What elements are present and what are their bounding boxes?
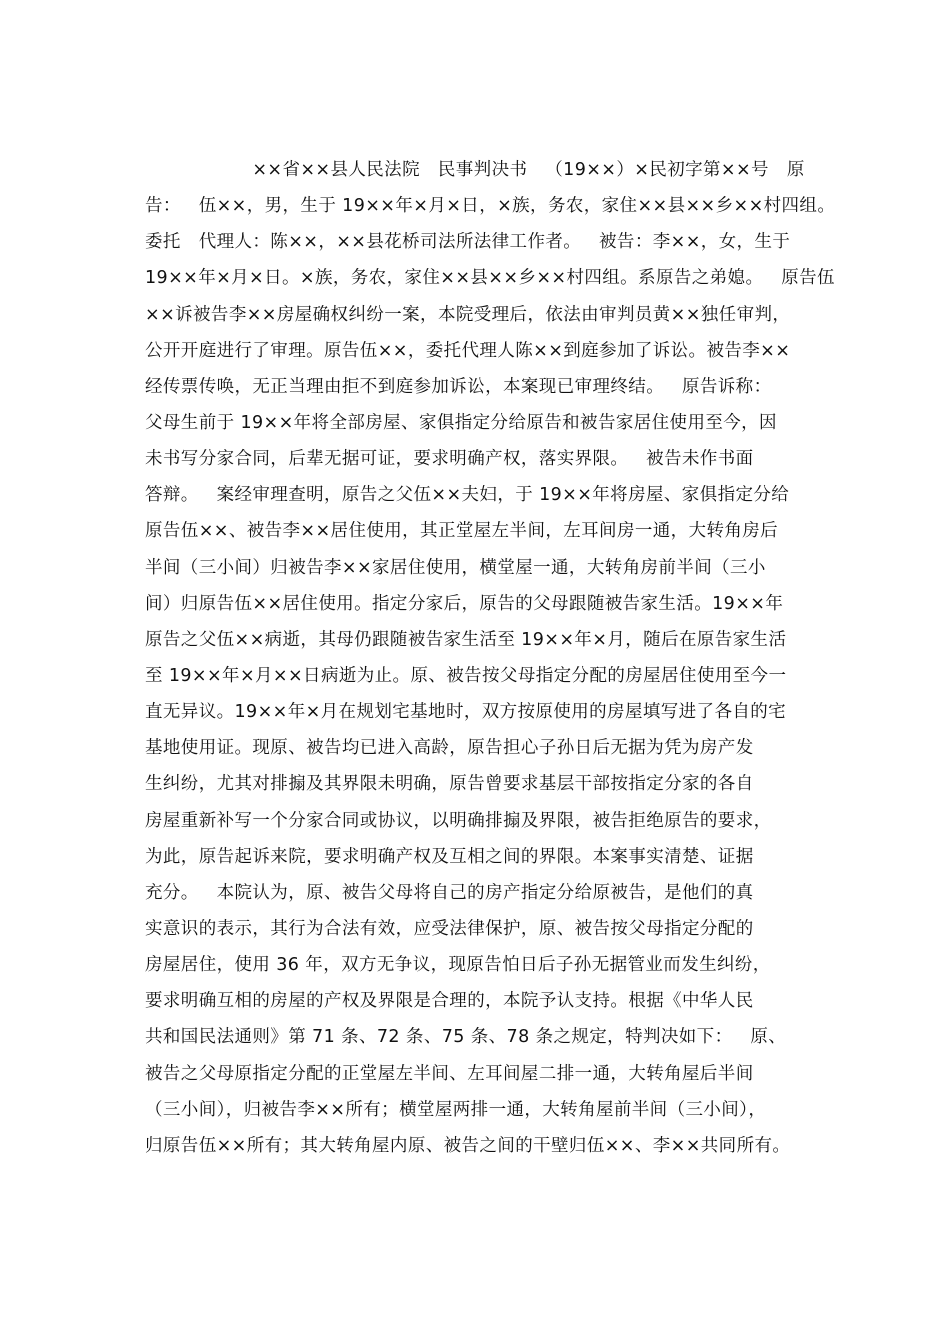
text-line: 要求明确互相的房屋的产权及界限是合理的，本院予认支持。根据《中华人民 (145, 991, 754, 1012)
text-line: 基地使用证。现原、被告均已进入高龄，原告担心子孙日后无据为凭为房产发 (145, 738, 754, 759)
text-line: 未书写分家合同，后辈无据可证，要求明确产权，落实界限。 被告未作书面 (145, 449, 754, 470)
text-line: 至 19××年×月××日病逝为止。原、被告按父母指定分配的房屋居住使用至今一 (145, 665, 787, 686)
text-line: 共和国民法通则》第 71 条、72 条、75 条、78 条之规定，特判决如下： 原、 (145, 1027, 787, 1048)
text-line: 直无异议。19××年×月在规划宅基地时，双方按原使用的房屋填写进了各自的宅 (145, 702, 787, 723)
text-line: 实意识的表示，其行为合法有效，应受法律保护，原、被告按父母指定分配的 (145, 918, 754, 939)
text-line: 被告之父母原指定分配的正堂屋左半间、左耳间屋二排一通，大转角屋后半间 (145, 1063, 754, 1084)
text-line: 半间（三小间）归被告李××家居住使用，横堂屋一通，大转角房前半间（三小 (145, 557, 766, 578)
text-line: 房屋重新补写一个分家合同或协议，以明确排搧及界限，被告拒绝原告的要求， (145, 810, 772, 831)
text-line: 房屋居住，使用 36 年，双方无争议，现原告怕日后子孙无据管业而发生纠纷， (145, 955, 771, 976)
text-line: 间）归原告伍××居住使用。指定分家后，原告的父母跟随被告家生活。19××年 (145, 593, 784, 614)
text-line: 公开开庭进行了审理。原告伍××，委托代理人陈××到庭参加了诉讼。被告李×× (145, 340, 791, 361)
text-line: ××诉被告李××房屋确权纠纷一案，本院受理后，依法由审判员黄××独任审判， (145, 304, 791, 325)
text-line: 经传票传唤，无正当理由拒不到庭参加诉讼，本案现已审理终结。 原告诉称： (145, 376, 772, 397)
text-line: 原告伍××、被告李××居住使用，其正堂屋左半间，左耳间房一通，大转角房后 (145, 521, 779, 542)
text-line: 生纠纷，尤其对排搧及其界限未明确，原告曾要求基层干部按指定分家的各自 (145, 774, 754, 795)
text-line: 委托 代理人：陈××，××县花桥司法所法律工作者。 被告：李××，女，生于 (145, 232, 791, 253)
text-line: ××省××县人民法院 民事判决书 （19××）×民初字第××号 原 (145, 160, 805, 180)
text-line: 原告之父伍××病逝，其母仍跟随被告家生活至 19××年×月，随后在原告家生活 (145, 629, 787, 650)
text-line: 告： 伍××，男，生于 19××年×月×日，×族，务农，家住××县××乡××村四组。 (145, 196, 836, 217)
text-line: 为此，原告起诉来院，要求明确产权及互相之间的界限。本案事实清楚、证据 (145, 846, 754, 867)
text-line: 答辩。 案经审理查明，原告之父伍××夫妇，于 19××年将房屋、家俱指定分给 (145, 485, 790, 506)
text-line: 父母生前于 19××年将全部房屋、家俱指定分给原告和被告家居住使用至今，因 (145, 412, 777, 433)
text-line: 归原告伍××所有；其大转角屋内原、被告之间的干壁归伍××、李××共同所有。 (145, 1135, 791, 1156)
text-line: （三小间），归被告李××所有；横堂屋两排一通，大转角屋前半间（三小间）， (145, 1099, 767, 1120)
text-line: 19××年×月×日。×族，务农，家住××县××乡××村四组。系原告之弟媳。 原告伍 (145, 268, 835, 289)
text-line: 充分。 本院认为，原、被告父母将自己的房产指定分给原被告，是他们的真 (145, 882, 754, 903)
judgment-body (145, 152, 836, 1164)
